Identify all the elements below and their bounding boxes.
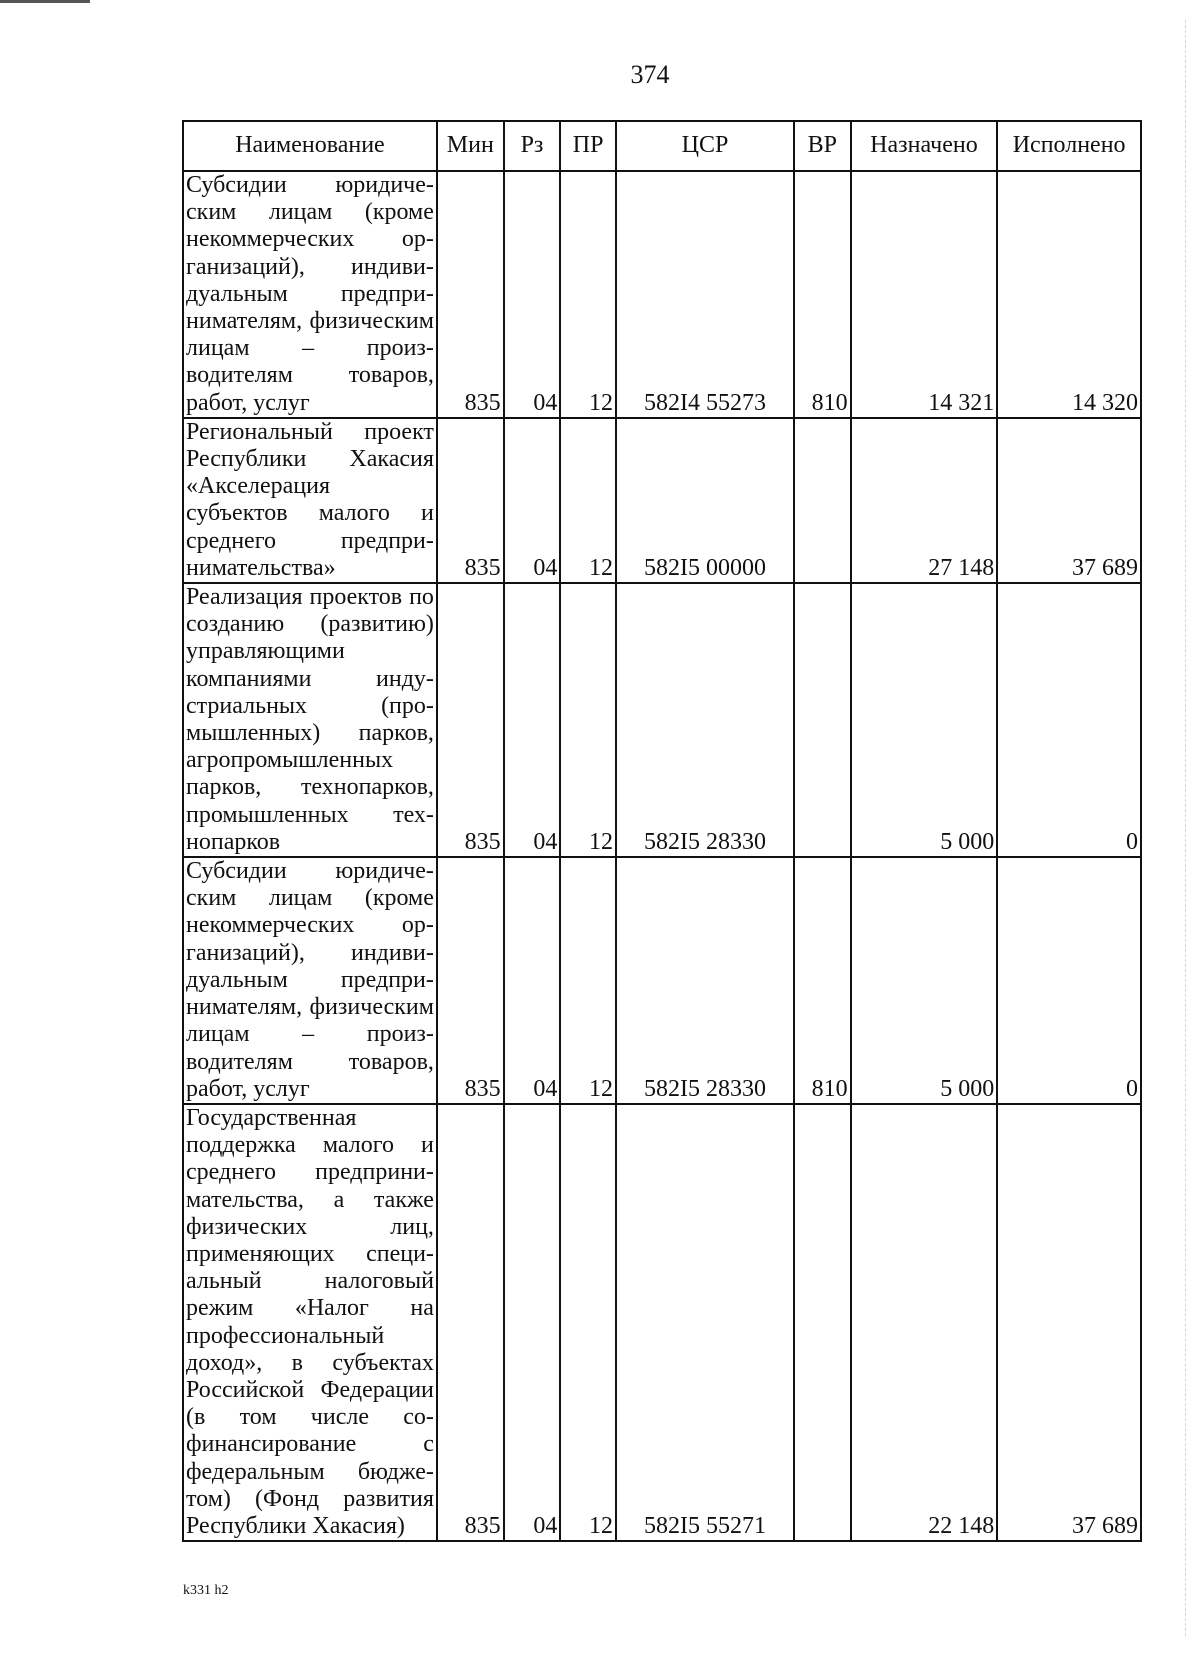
row-executed: 0 <box>997 583 1141 857</box>
row-rz: 04 <box>504 583 561 857</box>
row-min: 835 <box>437 1104 504 1541</box>
header-assigned: Назначено <box>851 121 998 171</box>
row-executed: 0 <box>997 857 1141 1104</box>
row-pr: 12 <box>560 171 616 418</box>
row-rz: 04 <box>504 171 561 418</box>
row-rz: 04 <box>504 418 561 583</box>
row-executed: 37 689 <box>997 1104 1141 1541</box>
table-row <box>183 171 1141 418</box>
row-executed: 37 689 <box>997 418 1141 583</box>
header-pr: ПР <box>560 121 616 171</box>
table-row <box>183 1104 1141 1541</box>
row-name: Реализация проектов по созданию (развитию) управляющими компаниями индустриальных (промышленных) парков, агропромышленных парков, технопарков, промышленных технопарков <box>183 583 437 857</box>
table-row <box>183 857 1141 1104</box>
row-min: 835 <box>437 171 504 418</box>
row-name: Субсидии юридическим лицам (кроме некоммерческих организаций), индивидуальным предпринимателям, физическим лицам – производителям товаров, работ, услуг <box>183 171 437 418</box>
row-assigned: 5 000 <box>851 583 998 857</box>
row-min: 835 <box>437 418 504 583</box>
row-csr: 582I5 28330 <box>616 857 794 1104</box>
row-csr: 582I5 00000 <box>616 418 794 583</box>
row-pr: 12 <box>560 857 616 1104</box>
row-vr: 810 <box>794 171 851 418</box>
row-vr <box>794 1104 851 1541</box>
row-assigned: 14 321 <box>851 171 998 418</box>
row-assigned: 22 148 <box>851 1104 998 1541</box>
header-name: Наименование <box>183 121 437 171</box>
header-rz: Рз <box>504 121 561 171</box>
row-executed: 14 320 <box>997 171 1141 418</box>
row-assigned: 5 000 <box>851 857 998 1104</box>
row-assigned: 27 148 <box>851 418 998 583</box>
row-name: Региональный проект Республики Хакасия «Акселерация субъектов малого и среднего предпринимательства» <box>183 418 437 583</box>
header-vr: ВР <box>794 121 851 171</box>
row-vr <box>794 583 851 857</box>
header-csr: ЦСР <box>616 121 794 171</box>
row-pr: 12 <box>560 583 616 857</box>
row-min: 835 <box>437 857 504 1104</box>
row-min: 835 <box>437 583 504 857</box>
row-rz: 04 <box>504 857 561 1104</box>
row-vr <box>794 418 851 583</box>
footer-code: k331 h2 <box>183 1583 229 1598</box>
table-row <box>183 583 1141 857</box>
row-name: Государственная поддержка малого и среднего предпринимательства, а также физических лиц, применяющих специальный налоговый режим «Налог на профессиональный доход», в субъектах Российской Федерации (в том числе софинансирование с федеральным бюджетом) (Фонд развития Республики Хакасия) <box>183 1104 437 1541</box>
row-csr: 582I4 55273 <box>616 171 794 418</box>
row-vr: 810 <box>794 857 851 1104</box>
page-number: 374 <box>630 60 670 89</box>
header-row <box>183 121 1141 171</box>
row-csr: 582I5 28330 <box>616 583 794 857</box>
header-min: Мин <box>437 121 504 171</box>
scan-mark <box>0 0 90 3</box>
row-rz: 04 <box>504 1104 561 1541</box>
row-pr: 12 <box>560 1104 616 1541</box>
scan-edge <box>1185 20 1186 1636</box>
header-executed: Исполнено <box>997 121 1141 171</box>
row-csr: 582I5 55271 <box>616 1104 794 1541</box>
budget-table <box>182 120 1142 1542</box>
table-row <box>183 418 1141 583</box>
row-pr: 12 <box>560 418 616 583</box>
row-name: Субсидии юридическим лицам (кроме некоммерческих организаций), индивидуальным предпринимателям, физическим лицам – производителям товаров, работ, услуг <box>183 857 437 1104</box>
